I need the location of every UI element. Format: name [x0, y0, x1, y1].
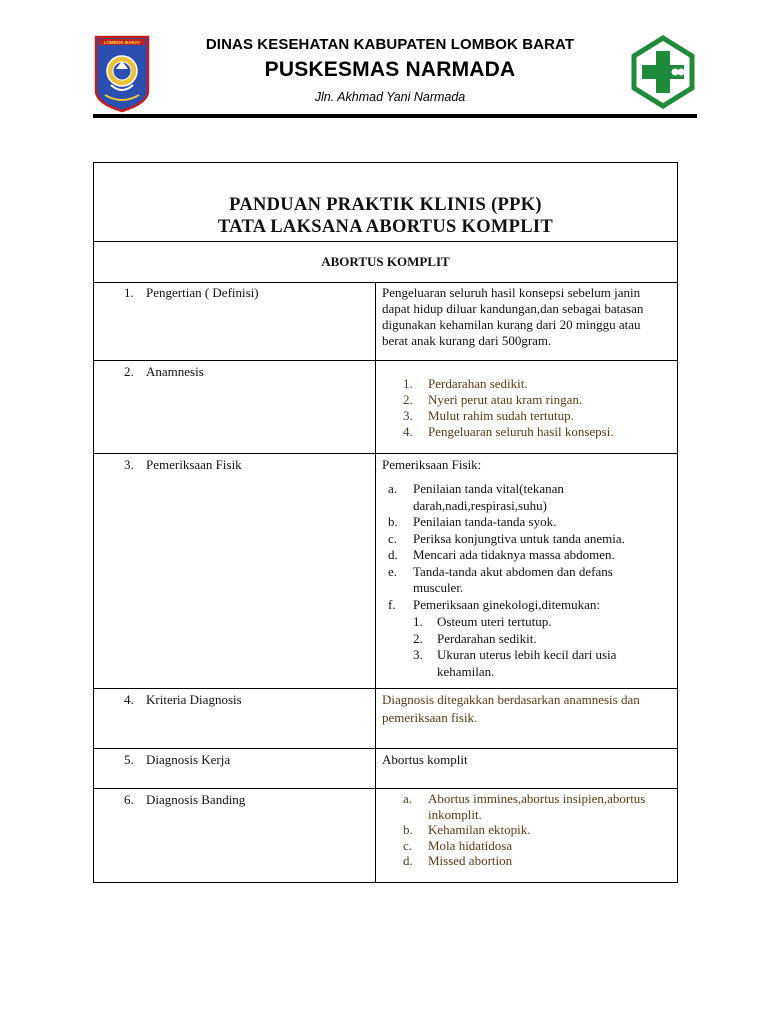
list-item: f. Pemeriksaan ginekologi,ditemukan: 1. Osteum uteri tertutup. 2. Perdarahan sedikit. 3. Ukuran uterus lebih kecil dari usia kehamilan. — [388, 597, 674, 681]
row-label: 5. Diagnosis Kerja — [124, 752, 231, 767]
crest-banner-text: LOMBOK BARAT — [103, 40, 141, 45]
pengertian-text: Pengeluaran seluruh hasil konsepsi sebelum janin dapat hidup diluar kandungan,dan sebagai batasan digunakan kehamilan kurang dari 20 minggu atau berat anak kurang dari 500gram. — [382, 285, 644, 348]
list-item: 3. Ukuran uterus lebih kecil dari usia kehamilan. — [413, 647, 617, 679]
row-label: 1. Pengertian ( Definisi) — [124, 285, 259, 300]
row-pemeriksaan-fisik — [94, 454, 677, 689]
anamnesis-list — [403, 376, 673, 440]
list-item: 1. Perdarahan sedikit. — [403, 376, 528, 391]
row-label: 2. Anamnesis — [124, 364, 204, 379]
kriteria-text: Diagnosis ditegakkan berdasarkan anamnesis dan pemeriksaan fisik. — [382, 692, 640, 725]
pemeriksaan-heading: Pemeriksaan Fisik: — [382, 457, 482, 472]
row-label: 4. Kriteria Diagnosis — [124, 692, 242, 707]
ginekologi-sublist — [413, 614, 674, 680]
letterhead-rule — [93, 114, 697, 118]
row-diagnosis-kerja — [94, 749, 677, 789]
list-item: d. Mencari ada tidaknya massa abdomen. — [388, 547, 615, 562]
lombok-barat-crest-icon — [93, 33, 151, 113]
list-item: a. Abortus immines,abortus insipien,abortus inkomplit. — [403, 791, 646, 822]
list-item: 4. Pengeluaran seluruh hasil konsepsi. — [403, 424, 614, 439]
list-item: e. Tanda-tanda akut abdomen dan defans musculer. — [388, 563, 613, 595]
doc-title-line1: PANDUAN PRAKTIK KLINIS (PPK) — [229, 195, 542, 215]
list-item: b. Kehamilan ektopik. — [403, 822, 531, 837]
list-item: 1. Osteum uteri tertutup. — [413, 614, 552, 629]
pemeriksaan-list — [388, 481, 674, 680]
row-anamnesis — [94, 361, 677, 454]
ppk-table — [93, 162, 678, 883]
list-item: 2. Perdarahan sedikit. — [413, 630, 537, 646]
letterhead — [0, 0, 768, 120]
list-item: d. Missed abortion — [403, 853, 513, 868]
row-label: 3. Pemeriksaan Fisik — [124, 457, 242, 472]
subtitle-cell — [94, 241, 677, 283]
agency-name: DINAS KESEHATAN KABUPATEN LOMBOK BARAT — [205, 36, 575, 53]
list-item: c. Periksa konjungtiva untuk tanda anemia. — [388, 530, 625, 546]
diagnosis-banding-list — [403, 791, 675, 869]
title-cell — [94, 163, 677, 242]
puskesmas-cross-logo-icon — [630, 34, 696, 110]
row-pengertian — [94, 282, 677, 361]
list-item: a. Penilaian tanda vital(tekanan darah,nadi,respirasi,suhu) — [388, 481, 564, 513]
list-item: 3. Mulut rahim sudah tertutup. — [403, 408, 574, 423]
row-label: 6. Diagnosis Banding — [124, 792, 246, 807]
address: Jln. Akhmad Yani Narmada — [314, 90, 466, 104]
puskesmas-name: PUSKESMAS NARMADA — [264, 58, 516, 81]
doc-subtitle: ABORTUS KOMPLIT — [321, 254, 450, 269]
list-item: c. Mola hidatidosa — [403, 837, 513, 853]
list-item: 2. Nyeri perut atau kram ringan. — [403, 392, 583, 407]
list-item: b. Penilaian tanda-tanda syok. — [388, 514, 557, 529]
row-diagnosis-banding — [94, 789, 677, 882]
doc-title-line2: TATA LAKSANA ABORTUS KOMPLIT — [217, 217, 554, 237]
row-kriteria-diagnosis — [94, 689, 677, 749]
diagnosis-kerja-text: Abortus komplit — [382, 752, 468, 767]
